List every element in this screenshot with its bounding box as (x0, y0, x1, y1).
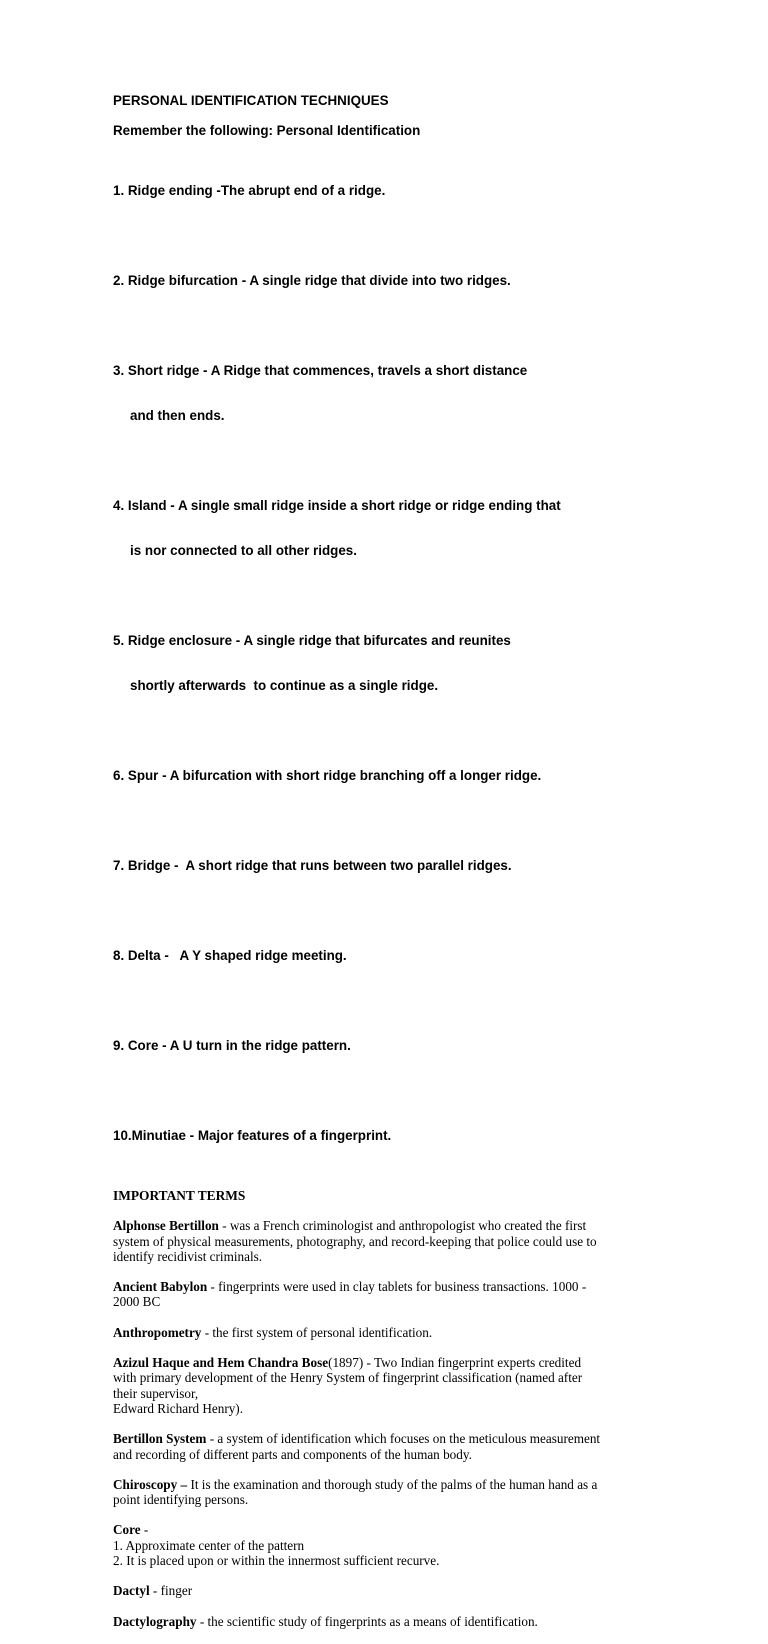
term-definition: It is the examination and thorough study of the palms of the human hand as a (187, 1476, 598, 1492)
list-item (113, 153, 713, 228)
list-item-text: 2. Ridge bifurcation - A single ridge that divide into two ridges. (113, 273, 511, 288)
term-definition: point identifying persons. (113, 1492, 249, 1508)
term-entry (113, 1583, 713, 1598)
term-entry (113, 1325, 713, 1340)
term-definition: and recording of different parts and components of the human body. (113, 1446, 472, 1462)
term-name: Core (113, 1522, 141, 1538)
term-entry (113, 1355, 713, 1416)
term-definition: identify recidivist criminals. (113, 1248, 263, 1264)
list-item (113, 738, 713, 813)
term-definition: - was a French criminologist and anthropologist who created the first (218, 1218, 587, 1234)
list-item-text: 5. Ridge enclosure - A single ridge that bifurcates and reunites (113, 633, 511, 648)
document-title: PERSONAL IDENTIFICATION TECHNIQUES (113, 93, 389, 108)
term-definition: - the first system of personal identification. (201, 1324, 433, 1340)
term-name: Dactyl (113, 1583, 150, 1599)
list-item (113, 918, 713, 993)
term-definition: with primary development of the Henry System of fingerprint classification (named after (113, 1370, 583, 1386)
list-item-text: 10.Minutiae - Major features of a fingerprint. (113, 1128, 392, 1143)
term-entry (113, 1477, 713, 1508)
term-definition: - (140, 1522, 149, 1538)
list-item-text: 4. Island - A single small ridge inside a short ridge or ridge ending that (113, 498, 561, 513)
term-definition: 2000 BC (113, 1294, 161, 1310)
term-entry (113, 1431, 713, 1462)
term-entry (113, 1279, 713, 1310)
term-name: Chiroscopy – (113, 1476, 188, 1492)
term-name: Bertillon System (113, 1431, 207, 1447)
list-item-text: 3. Short ridge - A Ridge that commences, travels a short distance (113, 363, 528, 378)
term-name: Dactylography (113, 1613, 197, 1629)
term-definition: - fingerprints were used in clay tablets for business transactions. 1000 - (207, 1279, 587, 1295)
term-entry (113, 1614, 713, 1629)
list-item (113, 1098, 713, 1173)
term-definition: system of physical measurements, photography, and record-keeping that police could use to (113, 1233, 597, 1249)
term-name: Alphonse Bertillon (113, 1218, 219, 1234)
list-item (113, 1008, 713, 1083)
term-definition: (1897) - Two Indian fingerprint experts credited (328, 1355, 582, 1371)
document-page (113, 93, 713, 1644)
term-name: Azizul Haque and Hem Chandra Bose (113, 1355, 329, 1371)
term-definition: - finger (149, 1583, 193, 1599)
list-item-text: 1. Ridge ending -The abrupt end of a ridge. (113, 183, 386, 198)
term-entry (113, 1522, 713, 1568)
term-definition: 1. Approximate center of the pattern (113, 1537, 305, 1553)
list-item-text: 9. Core - A U turn in the ridge pattern. (113, 1038, 351, 1053)
list-item-continuation: and then ends. (130, 408, 225, 423)
term-definition: 2. It is placed upon or within the innermost sufficient recurve. (113, 1553, 440, 1569)
section-title: IMPORTANT TERMS (113, 1188, 246, 1203)
list-item (113, 828, 713, 903)
list-item (113, 468, 713, 588)
term-name: Ancient Babylon (113, 1279, 208, 1295)
list-item-continuation: shortly afterwards to continue as a single ridge. (130, 678, 439, 693)
term-definition: their supervisor, (113, 1385, 199, 1401)
list-item-text: 6. Spur - A bifurcation with short ridge branching off a longer ridge. (113, 768, 542, 783)
list-item-text: 7. Bridge - A short ridge that runs between two parallel ridges. (113, 858, 512, 873)
list-item (113, 603, 713, 723)
list-item (113, 333, 713, 453)
term-entry (113, 1218, 713, 1264)
list-item-text: 8. Delta - A Y shaped ridge meeting. (113, 948, 347, 963)
term-definition: - the scientific study of fingerprints as a means of identification. (196, 1613, 538, 1629)
list-item-continuation: is nor connected to all other ridges. (130, 543, 357, 558)
list-item (113, 243, 713, 318)
term-definition: - a system of identification which focuses on the meticulous measurement (206, 1431, 601, 1447)
term-name: Anthropometry (113, 1324, 202, 1340)
term-definition: Edward Richard Henry). (113, 1400, 243, 1416)
document-subtitle: Remember the following: Personal Identification (113, 123, 421, 138)
